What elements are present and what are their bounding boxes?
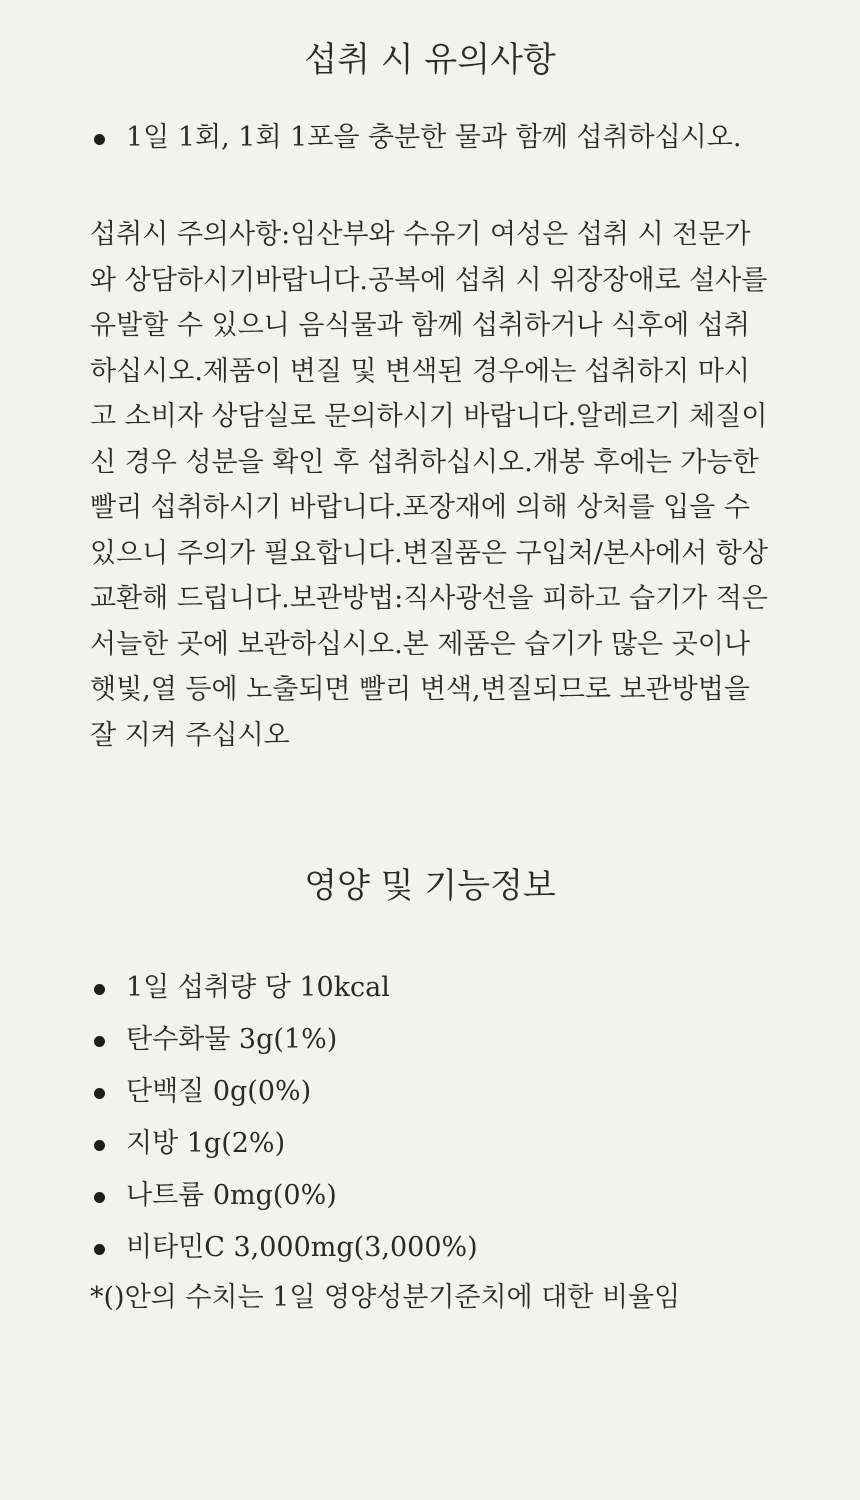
list-item xyxy=(90,1222,790,1274)
intake-precautions-title: 섭취 시 유의사항 xyxy=(304,40,556,80)
caution-paragraph: 섭취시 주의사항:임산부와 수유기 여성은 섭취 시 전문가와 상담하시기바랍니다.공복에 섭취 시 위장장애로 설사를 유발할 수 있으니 음식물과 함께 섭취하거나 식후에 섭취하십시오.제품이 변질 및 변색된 경우에는 섭취하지 마시고 소비자 상담실로 문의하시기 바랍니다.알레르기 체질이신 경우 성분을 확인 후 섭취하십시오.개봉 후에는 가능한 빨리 섭취하시기 바랍니다.포장재에 의해 상처를 입을 수 있으니 주의가 필요합니다.변질품은 구입처/본사에서 항상 교환해 드립니다.보관방법:직사광선을 피하고 습기가 적은 서늘한 곳에 보관하십시오.본 제품은 습기가 많은 곳이나 햇빛,열 등에 노출되면 빨리 변색,변질되므로 보관방법을 잘 지켜 주십시오 xyxy=(90,219,768,751)
bullet-icon xyxy=(94,1244,105,1255)
intake-instructions-list xyxy=(90,112,790,164)
nutrition-list xyxy=(90,962,790,1274)
nutrition-item-text: 나트륨 0mg(0%) xyxy=(126,1180,337,1211)
list-item xyxy=(90,962,790,1014)
list-item xyxy=(90,1118,790,1170)
list-item xyxy=(90,1014,790,1066)
bullet-icon xyxy=(94,984,105,995)
bullet-icon xyxy=(94,134,105,145)
bullet-icon xyxy=(94,1192,105,1203)
nutrition-info-title: 영양 및 기능정보 xyxy=(304,866,556,906)
nutrition-item-text: 1일 섭취량 당 10kcal xyxy=(126,972,390,1003)
list-item xyxy=(90,1170,790,1222)
bullet-icon xyxy=(94,1140,105,1151)
list-item xyxy=(90,112,790,164)
list-item xyxy=(90,1066,790,1118)
bullet-icon xyxy=(94,1088,105,1099)
nutrition-footnote: *()안의 수치는 1일 영양성분기준치에 대한 비율임 xyxy=(90,1282,681,1313)
bullet-icon xyxy=(94,1036,105,1047)
nutrition-item-text: 비타민C 3,000mg(3,000%) xyxy=(126,1232,478,1263)
nutrition-item-text: 단백질 0g(0%) xyxy=(126,1076,312,1107)
nutrition-item-text: 탄수화물 3g(1%) xyxy=(126,1024,338,1055)
intake-instruction-text: 1일 1회, 1회 1포을 충분한 물과 함께 섭취하십시오. xyxy=(126,122,742,153)
nutrition-item-text: 지방 1g(2%) xyxy=(126,1128,286,1159)
